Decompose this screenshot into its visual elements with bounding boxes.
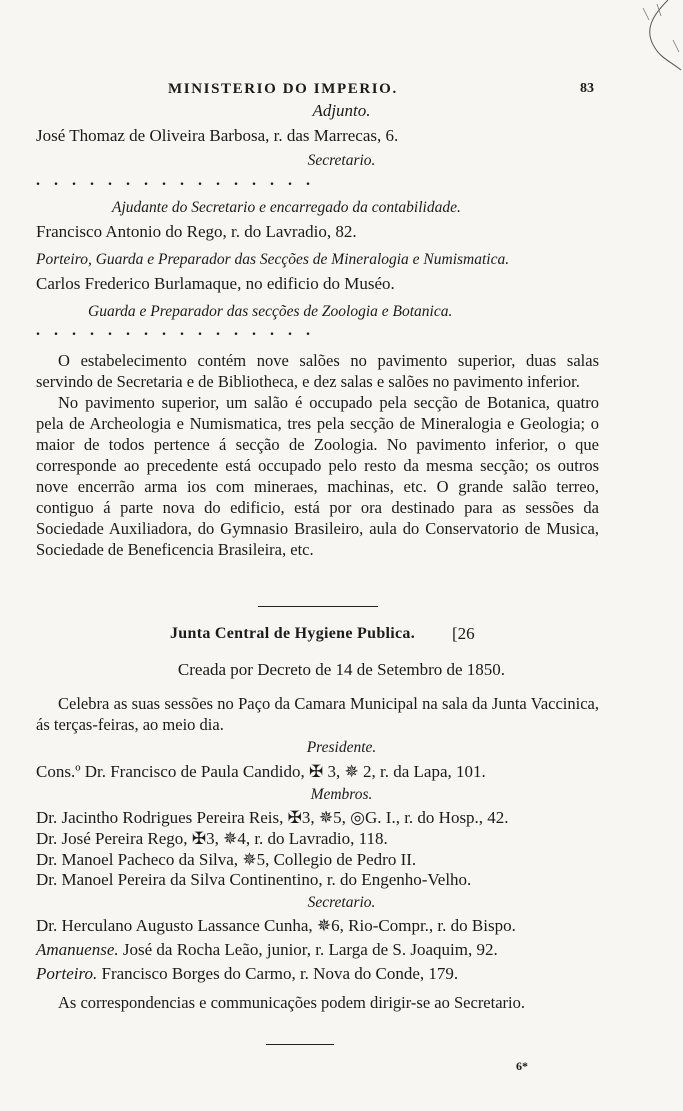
membro-1-name: Dr. Jacintho Rodrigues Pereira Reis, [36, 808, 284, 827]
membro-3-name: Dr. Manoel Pacheco da Silva, [36, 850, 239, 869]
amanuense-entry [36, 940, 498, 960]
junta-title: Junta Central de Hygiene Publica. [170, 625, 416, 642]
secretario-junta-heading: Secretario. [307, 894, 376, 911]
porteiro-junta-entry [36, 964, 458, 984]
ring-order-icon: ◎ [350, 808, 365, 827]
membro-1-order-b: 5, [333, 808, 346, 827]
adjunto-entry: José Thomaz de Oliveira Barbosa, r. das Marrecas, 6. [36, 126, 399, 145]
guarda-heading: Guarda e Preparador das secções de Zoologia e Botanica. [88, 303, 453, 320]
page-header-title: MINISTERIO DO IMPERIO. [168, 81, 398, 97]
membro-1-address: G. I., r. do Hosp., 42. [365, 808, 509, 827]
closing-rule [266, 1044, 334, 1045]
dotted-leader-1: ................ [36, 172, 324, 189]
rose-order-icon: ✵ [344, 762, 359, 781]
cross-order-icon: ✠ [309, 762, 324, 781]
amanuense-text: José da Rocha Leão, junior, r. Larga de S. Joaquim, 92. [122, 940, 498, 959]
membro-3-address: 5, Collegio de Pedro II. [256, 850, 417, 869]
rose-order-icon: ✵ [242, 850, 257, 869]
junta-reference: [26 [452, 624, 475, 643]
porteiro-heading: Porteiro, Guarda e Preparador das Secções de Mineralogia e Numismatica. [36, 251, 510, 268]
rose-order-icon: ✵ [316, 916, 332, 935]
presidente-heading: Presidente. [306, 739, 377, 756]
cross-order-icon: ✠ [191, 829, 207, 848]
correspondencias-note [36, 992, 599, 1013]
cross-order-icon: ✠ [287, 808, 302, 827]
membro-2-address: 4, r. do Lavradio, 118. [237, 829, 388, 848]
amanuense-label: Amanuense. [36, 940, 119, 959]
presidente-entry [36, 762, 486, 782]
presidente-address: 2, r. da Lapa, 101. [363, 762, 486, 781]
junta-sessions [36, 693, 599, 735]
junta-decree: Creada por Decreto de 14 de Setembro de 1850. [177, 660, 506, 679]
presidente-name: Cons.º Dr. Francisco de Paula Candido, [36, 762, 305, 781]
ajudante-entry: Francisco Antonio do Rego, r. do Lavradio, 82. [36, 222, 357, 241]
membro-3 [36, 850, 416, 870]
membro-2-name: Dr. José Pereira Rego, [36, 829, 188, 848]
membro-1-order-a: 3, [301, 808, 315, 827]
paragraph-sessoes: Celebra as suas sessões no Paço da Camara Municipal na sala da Junta Vaccinica, ás terças-feiras, ao meio dia. [36, 694, 599, 734]
signature-mark: 6* [516, 1059, 528, 1073]
rose-order-icon: ✵ [223, 829, 238, 848]
membro-4: Dr. Manoel Pereira da Silva Continentino, r. do Engenho-Velho. [36, 870, 472, 889]
porteiro-junta-label: Porteiro. [36, 964, 98, 983]
membro-2-order-a: 3, [206, 829, 219, 848]
paragraph-pavimentos: No pavimento superior, um salão é occupado pela secção de Botanica, quatro pela de Archeologia e Numismatica, tres pela secção de Mineralogia e Geologia; o maior de todos pertence á secção de Zoologia. No pavimento inferior, o que corresponde ao precedente está occupado pelo resto da mesma secção; os outros nove encerrão arma ios com mineraes, machinas, etc. O grande salão terreo, contiguo á parte nova do edificio, está por ora destinado para as sessões da Sociedade Auxiliadora, do Gymnasio Brasileiro, aula do Conservatorio de Musica, Sociedade de Beneficencia Brasileira, etc. [36, 393, 599, 559]
paragraph-salões: O estabelecimento contém nove salões no pavimento superior, duas salas servindo de Secretaria e de Bibliotheca, e dez salas e salões no pavimento inferior. [36, 351, 599, 391]
membro-2 [36, 829, 388, 849]
secretario-heading: Secretario. [307, 152, 376, 169]
presidente-order-1: 3, [327, 762, 345, 781]
paragraph-correspondencias: As correspondencias e communicações podem dirigir-se ao Secretario. [58, 993, 525, 1012]
secretario-junta-address: 6, Rio-Compr., r. do Bispo. [331, 916, 516, 935]
dotted-leader-2: ................ [36, 322, 324, 339]
page-number: 83 [580, 81, 594, 96]
ajudante-heading: Ajudante do Secretario e encarregado da contabilidade. [112, 199, 461, 216]
secretario-junta-entry [36, 916, 516, 936]
secretario-junta-name: Dr. Herculano Augusto Lassance Cunha, [36, 916, 313, 935]
section-divider [258, 606, 378, 607]
porteiro-entry: Carlos Frederico Burlamaque, no edificio do Muséo. [36, 274, 395, 293]
museu-description [36, 350, 599, 560]
rose-order-icon: ✵ [318, 808, 334, 827]
adjunto-heading: Adjunto. [312, 101, 371, 120]
membro-1 [36, 808, 509, 828]
porteiro-junta-text: Francisco Borges do Carmo, r. Nova do Conde, 179. [101, 964, 459, 983]
membros-heading: Membros. [310, 786, 373, 803]
